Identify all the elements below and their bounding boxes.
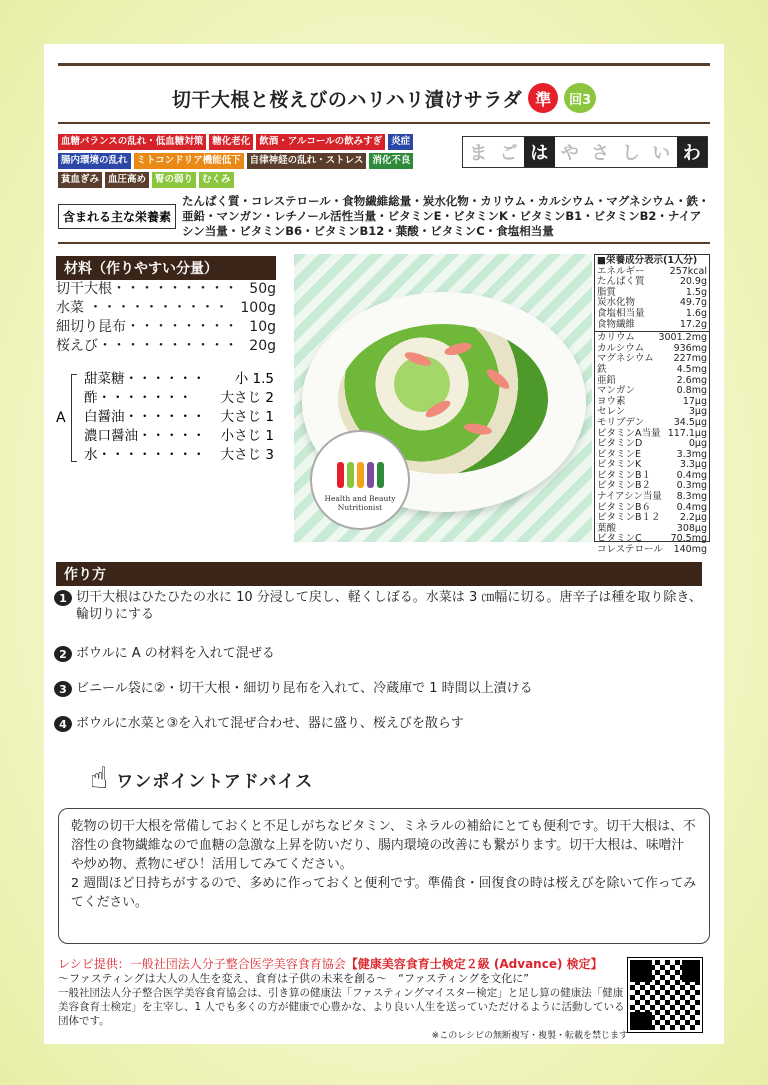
- nutrient-name: 炭水化物: [597, 297, 636, 309]
- nutrition-facts-title: ■栄養成分表示(1人分): [597, 255, 698, 266]
- nutrient-value: 0.3mg: [676, 480, 707, 492]
- nutrition-facts-minerals-vitamins: [597, 333, 707, 555]
- advice-paragraph: 乾物の切干大根を常備しておくと不足しがちなビタミン、ミネラルの補給にとても便利です。切干大根は、不溶性の食物繊維なので血糖の急激な上昇を防いだり、腸内環境の改善にも繋がります。切干大根は、味噌汁や炒め物、煮物にぜひ！活用してみてください。: [71, 819, 696, 872]
- nutrient-value: 17μg: [682, 395, 707, 407]
- ingredient-list: [56, 280, 276, 356]
- ingredient-row: [56, 318, 276, 337]
- health-tags: [58, 134, 458, 191]
- magoha-char: は: [524, 137, 555, 167]
- seasoning-row: [84, 408, 274, 427]
- nutrient-value: 308μg: [676, 522, 707, 534]
- seasoning-name: 白醤油・・・・・・: [84, 409, 206, 425]
- step-text: ビニール袋に②・切干大根・細切り昆布を入れて、冷蔵庫で 1 時間以上漬ける: [76, 681, 533, 696]
- qr-code[interactable]: [628, 958, 702, 1032]
- advice-heading: ワンポイントアドバイス: [116, 771, 314, 792]
- nutrient-name: ナイアシン当量: [597, 491, 662, 503]
- seasoning-bracket: [71, 374, 77, 462]
- seasoning-amount: 小さじ 1: [220, 428, 274, 444]
- seasoning-amount: 小 1.5: [234, 371, 274, 387]
- top-rule: [58, 63, 710, 66]
- health-tag: ミトコンドリア機能低下: [134, 153, 244, 169]
- health-tag: 自律神経の乱れ・ストレス: [247, 153, 367, 169]
- nutrition-row: [597, 365, 707, 376]
- dish-photo: [294, 254, 592, 542]
- steps-list: [54, 589, 706, 732]
- title-row: [44, 78, 724, 118]
- health-tag: 糖化老化: [209, 134, 253, 150]
- tag-row: [58, 153, 458, 169]
- nutrition-facts: [594, 254, 710, 556]
- nutrition-row: [597, 309, 707, 320]
- nutrient-value: 70.5mg: [670, 533, 707, 545]
- nutrient-name: たんぱく質: [597, 276, 645, 288]
- seasoning-row: [84, 446, 274, 465]
- tag-row: [58, 134, 458, 150]
- nutritionist-logo: [310, 430, 410, 530]
- nutrient-value: 3.3μg: [679, 459, 707, 471]
- pointing-hand-icon: ☝: [90, 761, 109, 796]
- ingredient-name: 桜えび・・・・・・・・・・: [56, 338, 238, 354]
- nutrient-name: ビタミンB１２: [597, 512, 661, 524]
- preparation-badge: 準: [528, 83, 558, 113]
- nutrient-value: 49.7g: [679, 297, 707, 309]
- nutrients-label: 含まれる主な栄養素: [58, 204, 176, 229]
- nutrient-name: セレン: [597, 406, 626, 418]
- credit-provider-line: [58, 956, 628, 972]
- nutrient-value: 3001.2mg: [658, 332, 707, 344]
- nutrient-name: ビタミンB２: [597, 480, 652, 492]
- health-tag: 腸内環境の乱れ: [58, 153, 131, 169]
- seasoning-row: [84, 370, 274, 389]
- nutrient-name: ビタミンB６: [597, 501, 652, 513]
- nutrient-name: ビタミンB１: [597, 469, 652, 481]
- nutrient-value: 0.4mg: [676, 501, 707, 513]
- nutrient-value: 0.4mg: [676, 469, 707, 481]
- health-tag: むくみ: [199, 172, 234, 188]
- seasoning-list: [84, 370, 274, 465]
- nutrient-value: 257kcal: [669, 265, 707, 277]
- nutrient-name: カリウム: [597, 332, 635, 344]
- step-item: [54, 680, 706, 697]
- ingredient-row: [56, 299, 276, 318]
- ingredient-amount: 20g: [249, 338, 276, 354]
- steps-heading: 作り方: [56, 562, 702, 586]
- advice-heading-row: [90, 761, 314, 796]
- magoha-char: わ: [677, 137, 708, 167]
- logo-text: Health and Beauty Nutritionist: [324, 494, 396, 512]
- copyright-notice: ※このレシピの無断複写・複製・転載を禁じます: [431, 1031, 628, 1041]
- health-tag: 血糖バランスの乱れ・低血糖対策: [58, 134, 206, 150]
- nutrition-row: [597, 418, 707, 429]
- nutrient-name: 脂質: [597, 286, 617, 298]
- credit-provider: レシピ提供：一般社団法人分子整合医学美容食育協会: [58, 957, 346, 971]
- seasoning-label: A: [56, 410, 66, 426]
- ingredient-name: 切干大根・・・・・・・・・: [56, 281, 238, 297]
- magoha-char: ご: [494, 137, 525, 167]
- nutrient-value: 17.2g: [679, 318, 707, 330]
- seasoning-amount: 大さじ 1: [220, 409, 274, 425]
- ingredient-name: 細切り昆布・・・・・・・・: [56, 319, 238, 335]
- health-tag: 腎の弱り: [152, 172, 196, 188]
- ingredient-name: 水菜 ・・・・・・・・・・: [56, 300, 229, 316]
- step-item: [54, 715, 706, 732]
- nutrient-name: 鉄: [597, 363, 607, 375]
- seasoning-amount: 大さじ 2: [220, 390, 274, 406]
- magoha-yasashiiwa-chart: [462, 136, 708, 168]
- nutrient-value: 2.2μg: [679, 512, 707, 524]
- nutrient-name: ヨウ素: [597, 395, 626, 407]
- nutrient-value: 227mg: [673, 353, 707, 365]
- ingredient-amount: 100g: [240, 300, 276, 316]
- credit-cert: 【健康美容食育士検定２級 (Advance) 検定】: [345, 957, 603, 971]
- tag-row: [58, 172, 458, 188]
- nutrient-name: ビタミンA当量: [597, 427, 661, 439]
- health-tag: 血圧高め: [105, 172, 149, 188]
- step-text: ボウルに水菜と③を入れて混ぜ合わせ、器に盛り、桜えびを散らす: [76, 716, 464, 731]
- ingredient-row: [56, 337, 276, 356]
- nutrient-name: モリブデン: [597, 416, 645, 428]
- health-tag: 貧血ぎみ: [58, 172, 102, 188]
- credit-block: [58, 956, 628, 1043]
- nutrition-facts-main: [597, 267, 707, 331]
- step-number: 2: [54, 646, 72, 662]
- nutrient-name: マンガン: [597, 385, 636, 397]
- nutrient-name: 食物繊維: [597, 318, 636, 330]
- step-text: 切干大根はひたひたの水に 10 分浸して戻し、軽くしぼる。水菜は 3 ㎝幅に切る。唐辛子は種を取り除き、輪切りにする: [76, 590, 702, 622]
- nutrient-value: 0.8mg: [676, 385, 707, 397]
- recovery-badge: 回3: [564, 83, 596, 113]
- nutrient-value: 34.5μg: [673, 416, 707, 428]
- nutrient-value: 4.5mg: [676, 363, 707, 375]
- nutrient-value: 3.3mg: [676, 448, 707, 460]
- nutrition-row: [597, 545, 707, 556]
- credit-description: 一般社団法人分子整合医学美容食育協会は、引き算の健康法「ファスティングマイスター検定」と足し算の健康法「健康美容食育士検定」を主宰し、1 人でも多くの方が健康で心豊かな、より良い人生を送っていただけるように活動している団体です。: [58, 987, 625, 1027]
- recipe-card: [44, 44, 724, 1044]
- health-tag: 飲酒・アルコールの飲みすぎ: [256, 134, 385, 150]
- magoha-char: い: [646, 137, 677, 167]
- seasoning-name: 濃口醤油・・・・・: [84, 428, 206, 444]
- nutrient-name: ビタミンC: [597, 533, 642, 545]
- nutrient-name: 葉酸: [597, 522, 617, 534]
- nutrient-value: 936mg: [673, 342, 707, 354]
- credit-tagline: ～ファスティングは大人の人生を変え、食育は子供の未来を創る～ “ファスティングを文化に”: [58, 972, 529, 985]
- nutrient-value: 3μg: [688, 406, 707, 418]
- magoha-char: し: [616, 137, 647, 167]
- health-tag: 消化不良: [369, 153, 413, 169]
- seasoning-row: [84, 427, 274, 446]
- nutrient-value: 140mg: [673, 544, 707, 556]
- nutrition-row: [597, 320, 707, 331]
- seasoning-name: 酢・・・・・・・: [84, 390, 192, 406]
- vegetable-icon: [337, 462, 384, 488]
- nutrients-rule: [58, 242, 710, 244]
- magoha-char: さ: [585, 137, 616, 167]
- advice-paragraph: 2 週間ほど日持ちがするので、多めに作っておくと便利です。準備食・回復食の時は桜えびを除いて作ってみてください。: [71, 876, 697, 910]
- ingredient-amount: 50g: [249, 281, 276, 297]
- nutrient-name: マグネシウム: [597, 353, 654, 365]
- nutrient-name: コレステロール: [597, 544, 663, 556]
- ingredients-heading: 材料（作りやすい分量）: [56, 256, 276, 280]
- health-tag: 炎症: [388, 134, 413, 150]
- seasoning-name: 甜菜糖・・・・・・: [84, 371, 206, 387]
- nutrient-name: ビタミンD: [597, 438, 643, 450]
- advice-box: [58, 808, 710, 944]
- title-rule: [58, 122, 710, 124]
- ingredient-row: [56, 280, 276, 299]
- nutrient-value: 117.1μg: [667, 427, 707, 439]
- magoha-char: ま: [463, 137, 494, 167]
- seasoning-name: 水・・・・・・・・: [84, 447, 206, 463]
- nutrient-value: 8.3mg: [676, 491, 707, 503]
- nutrient-name: 食塩相当量: [597, 307, 645, 319]
- nutrient-value: 2.6mg: [676, 374, 707, 386]
- nutrient-value: 0μg: [688, 438, 707, 450]
- step-number: 1: [54, 590, 72, 606]
- step-item: [54, 645, 706, 662]
- nutrient-name: カルシウム: [597, 342, 645, 354]
- step-item: [54, 589, 706, 623]
- step-number: 4: [54, 716, 72, 732]
- nutrient-value: 1.6g: [685, 307, 707, 319]
- recipe-title: 切干大根と桜えびのハリハリ漬けサラダ: [171, 88, 523, 111]
- nutrient-name: ビタミンE: [597, 448, 642, 460]
- seasoning-amount: 大さじ 3: [220, 447, 274, 463]
- magoha-char: や: [555, 137, 586, 167]
- seasoning-row: [84, 389, 274, 408]
- nutrient-name: 亜鉛: [597, 374, 617, 386]
- nutrients-row: [58, 194, 710, 239]
- nutrient-name: ビタミンK: [597, 459, 642, 471]
- nutrient-value: 1.5g: [685, 286, 707, 298]
- nutrients-text: たんぱく質・コレステロール・食物繊維総量・炭水化物・カリウム・カルシウム・マグネシウム・鉄・亜鉛・マンガン・レチノール活性当量・ビタミンE・ビタミンK・ビタミンB1・ビタミンB2・ナイアシン当量・ビタミンB6・ビタミンB12・葉酸・ビタミンC・食塩相当量: [182, 194, 710, 238]
- nutrient-value: 20.9g: [679, 276, 707, 288]
- step-number: 3: [54, 681, 72, 697]
- step-text: ボウルに A の材料を入れて混ぜる: [76, 646, 275, 661]
- ingredient-amount: 10g: [249, 319, 276, 335]
- nutrient-name: エネルギー: [597, 265, 645, 277]
